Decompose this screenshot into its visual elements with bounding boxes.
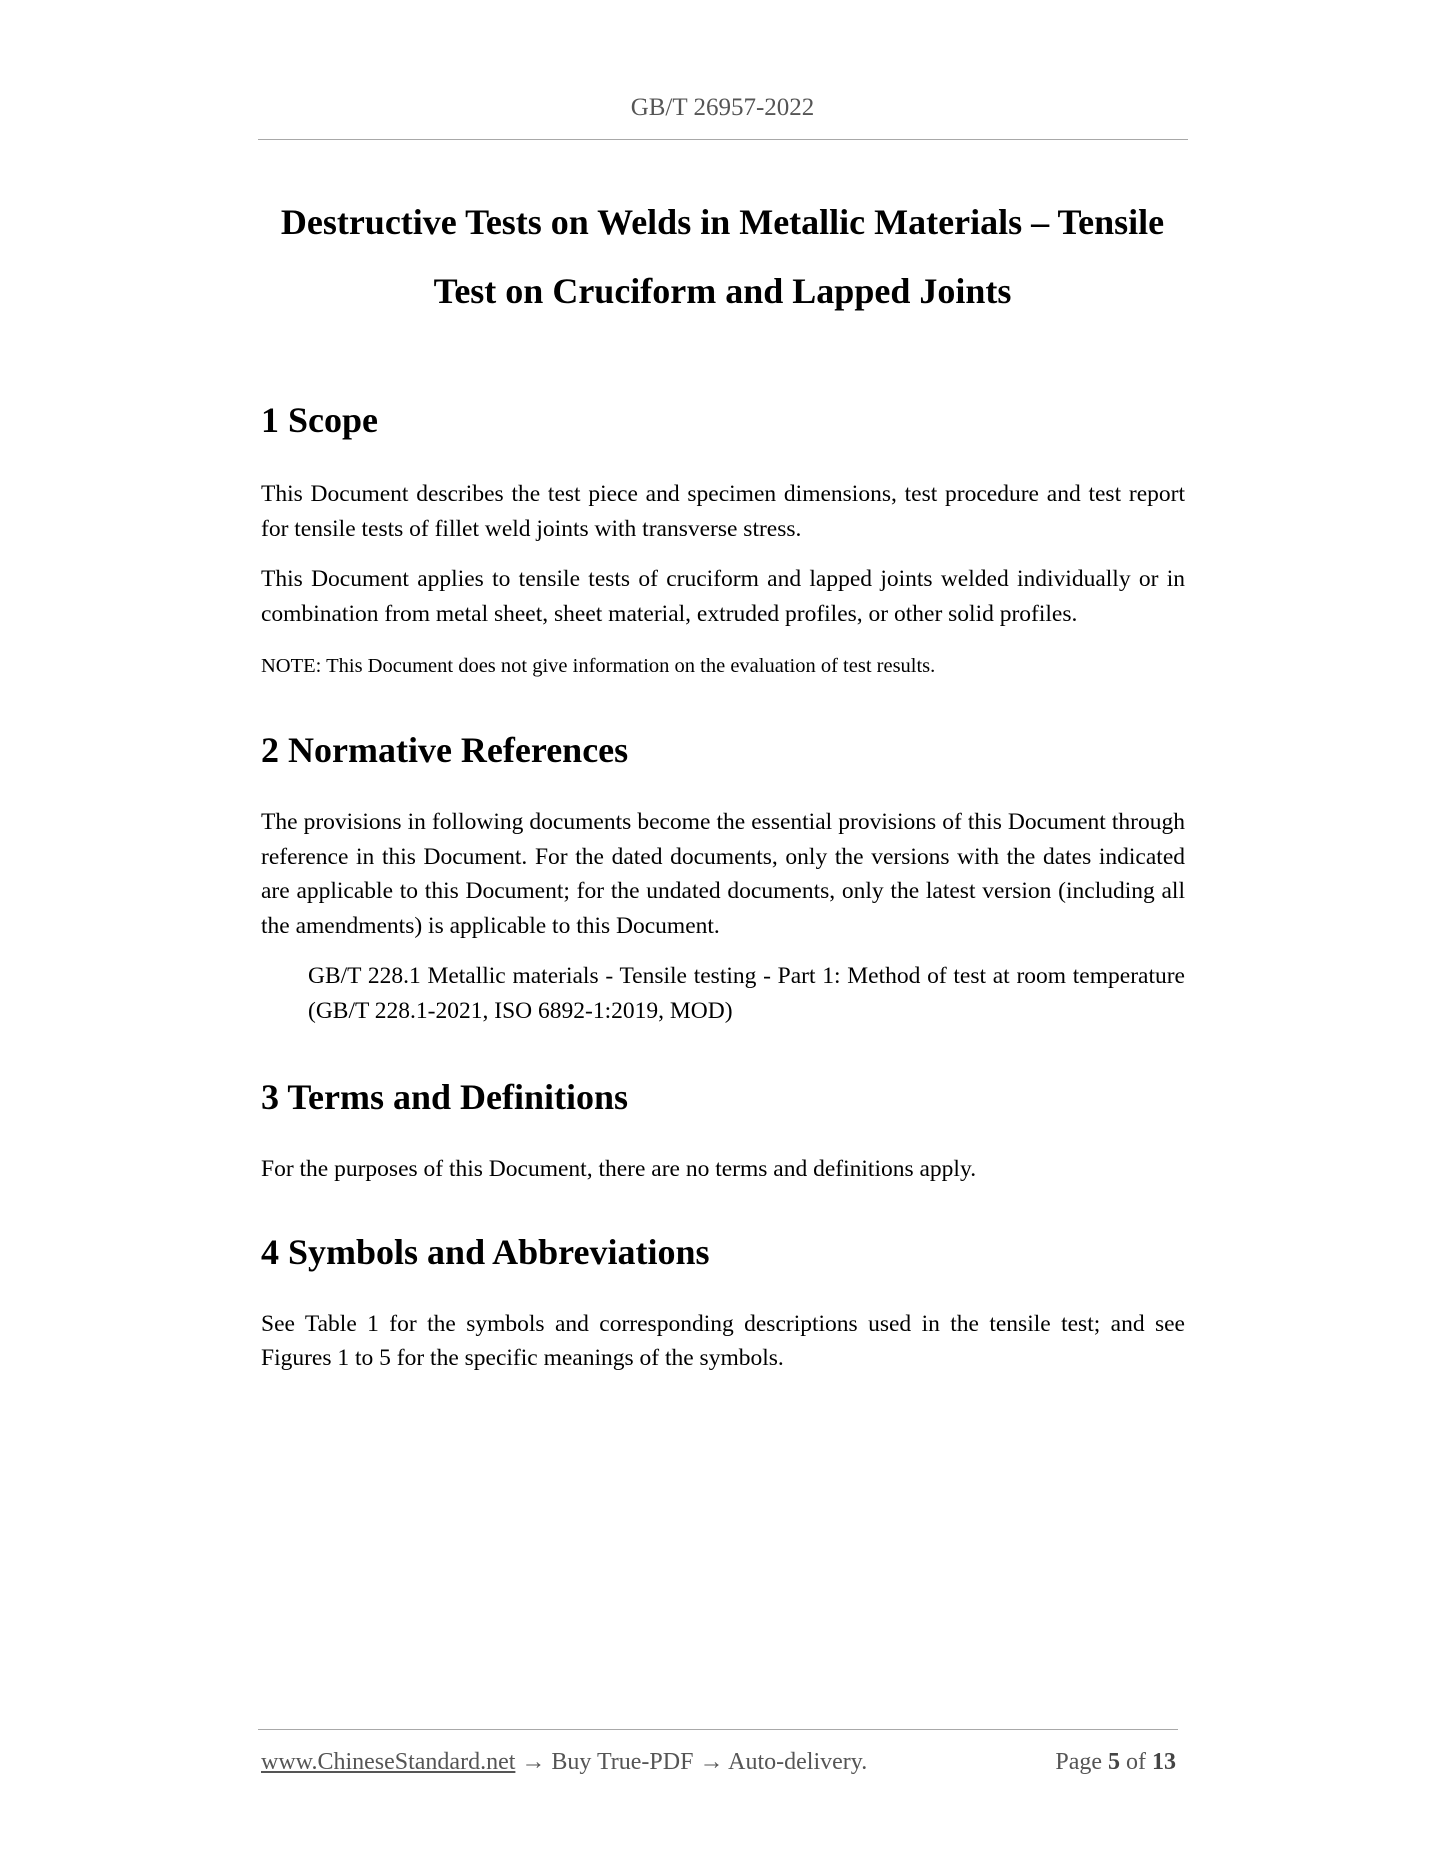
scope-paragraph-2: This Document applies to tensile tests of cruciform and lapped joints welded individually or in combination from metal sheet, sheet material, extruded profiles, or other solid profiles. [261,566,1185,627]
header-doc-number: GB/T 26957-2022 [630,94,815,121]
footer-promo [261,1745,867,1779]
footer-delivery-text: Auto-delivery. [728,1749,868,1775]
footer-divider [258,1729,1178,1730]
arrow-right-icon: → [521,1749,546,1775]
page-indicator [1055,1745,1176,1779]
page-footer [261,1745,1176,1779]
scope-paragraph-1: This Document describes the test piece and specimen dimensions, test procedure and test report for tensile tests of fillet weld joints with transverse stress. [261,481,1185,542]
page-label: Page [1055,1749,1102,1775]
scope-note: NOTE: This Document does not give information on the evaluation of test results. [261,655,936,677]
section-heading-scope: 1 Scope [261,400,378,440]
title-line-1: Destructive Tests on Welds in Metallic Materials – Tensile [280,202,1165,242]
section-heading-terms-definitions: 3 Terms and Definitions [261,1077,629,1117]
symbols-abbreviations-paragraph: See Table 1 for the symbols and corresponding descriptions used in the tensile test; and see Figures 1 to 5 for the specific meanings of the symbols. [261,1310,1185,1371]
normative-reference-item: GB/T 228.1 Metallic materials - Tensile testing - Part 1: Method of test at room temperature (GB/T 228.1-2021, ISO 6892-1:2019, MOD) [308,963,1185,1024]
title-line-2: Test on Cruciform and Lapped Joints [433,271,1012,311]
page-total-number: 13 [1152,1749,1176,1775]
section-heading-symbols-abbreviations: 4 Symbols and Abbreviations [261,1231,710,1272]
header-divider [258,139,1188,140]
document-title [250,188,1195,326]
normative-references-paragraph: The provisions in following documents become the essential provisions of this Document through reference in this Document. For the dated documents, only the versions with the dates indicated are applicable to this Document; for the undated documents, only the latest version (including all the amendments) is applicable to this Document. [261,809,1185,939]
footer-buy-text: Buy True-PDF [551,1749,694,1775]
arrow-right-icon: → [699,1749,724,1775]
page-current-number: 5 [1108,1749,1120,1775]
terms-definitions-paragraph: For the purposes of this Document, there are no terms and definitions apply. [261,1156,977,1182]
document-body [261,395,1185,1376]
footer-website-link[interactable]: www.ChineseStandard.net [261,1749,516,1775]
page-of-label: of [1126,1749,1146,1775]
section-heading-normative-references: 2 Normative References [261,730,629,770]
